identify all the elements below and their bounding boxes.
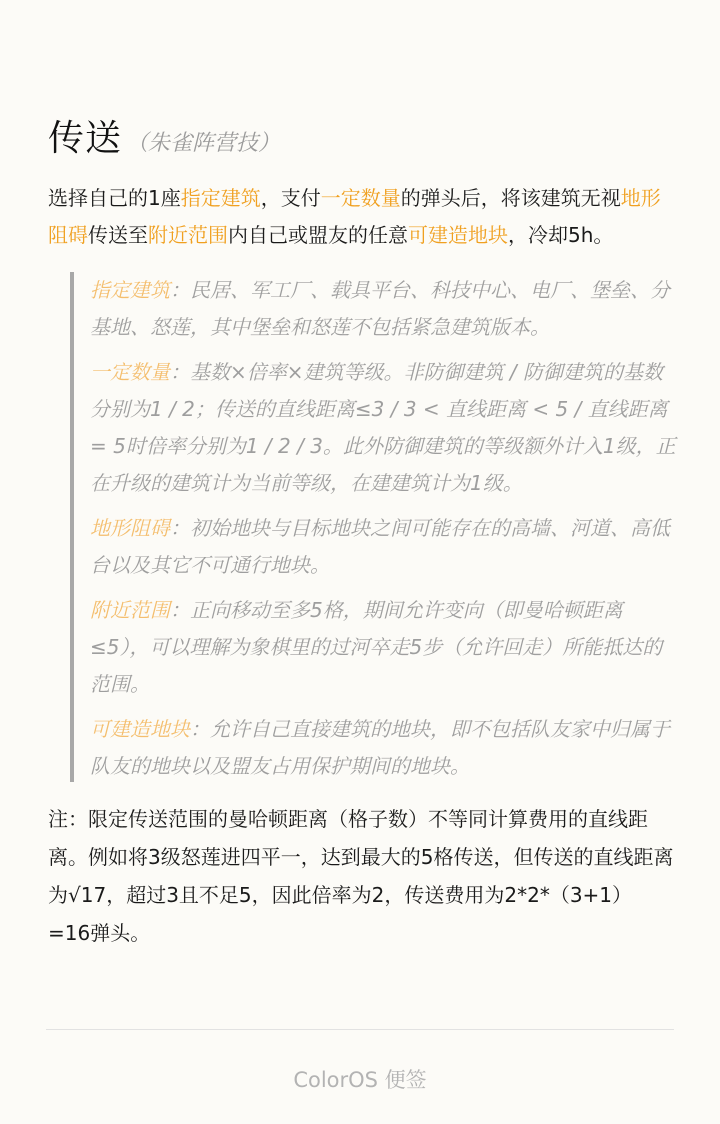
- highlight-term: 附近范围: [148, 223, 228, 247]
- definition-term: 附近范围: [90, 598, 170, 622]
- definition-term: 指定建筑: [90, 278, 170, 302]
- definition-term: 一定数量: [90, 360, 170, 384]
- intro-segment: 选择自己的1座: [48, 186, 181, 210]
- definition-text: ：初始地块与目标地块之间可能存在的高墙、河道、高低台以及其它不可通行地块。: [90, 516, 670, 577]
- highlight-term: 地形阻碍: [48, 186, 661, 247]
- definition-term: 地形阻碍: [90, 516, 170, 540]
- highlight-term: 一定数量: [320, 186, 401, 210]
- definitions-quote-block: [70, 272, 678, 782]
- page-subtitle: （朱雀阵营技）: [126, 131, 281, 156]
- definition-text: ：民居、军工厂、载具平台、科技中心、电厂、堡垒、分基地、怒莲，其中堡垒和怒莲不包括紧急建筑版本。: [90, 278, 670, 339]
- definition-item: [90, 592, 680, 703]
- page-title: 传送: [48, 118, 123, 159]
- highlight-term: 可建造地块: [408, 223, 508, 247]
- footer-divider: [46, 1029, 674, 1030]
- definition-item: [90, 272, 680, 346]
- highlight-term: 指定建筑: [180, 186, 261, 210]
- note-paragraph: 注：限定传送范围的曼哈顿距离（格子数）不等同计算费用的直线距离。例如将3级怒莲进四平一，达到最大的5格传送，但传送的直线距离为√17，超过3且不足5，因此倍率为2，传送费用为2*2*（3+1）=16弹头。: [48, 807, 674, 945]
- definition-item: [90, 354, 680, 502]
- intro-segment: ，冷却5h。: [508, 223, 614, 247]
- definition-text: ：基数×倍率×建筑等级。非防御建筑 / 防御建筑的基数分别为1 / 2；传送的直线距离≤3 / 3 < 直线距离 < 5 / 直线距离 = 5时倍率分别为1 / 2 / 3。此外防御建筑的等级额外计入1级，正在升级的建筑计为当前等级，在建建筑计为1级。: [90, 360, 676, 495]
- intro-segment: 内自己或盟友的任意: [228, 223, 408, 247]
- definition-item: [90, 510, 680, 584]
- definition-text: ：正向移动至多5格，期间允许变向（即曼哈顿距离≤5），可以理解为象棋里的过河卒走5步（允许回走）所能抵达的范围。: [90, 598, 663, 696]
- title-row: [48, 110, 280, 161]
- intro-segment: 的弹头后，将该建筑无视: [400, 186, 621, 210]
- definition-term: 可建造地块: [90, 717, 190, 741]
- footer-app-label: ColorOS 便签: [293, 1068, 427, 1092]
- intro-segment: ，支付: [260, 186, 321, 210]
- definition-item: [90, 711, 680, 785]
- definition-text: ：允许自己直接建筑的地块，即不包括队友家中归属于队友的地块以及盟友占用保护期间的地块。: [90, 717, 670, 778]
- intro-segment: 传送至: [88, 223, 148, 247]
- intro-paragraph: [48, 180, 674, 254]
